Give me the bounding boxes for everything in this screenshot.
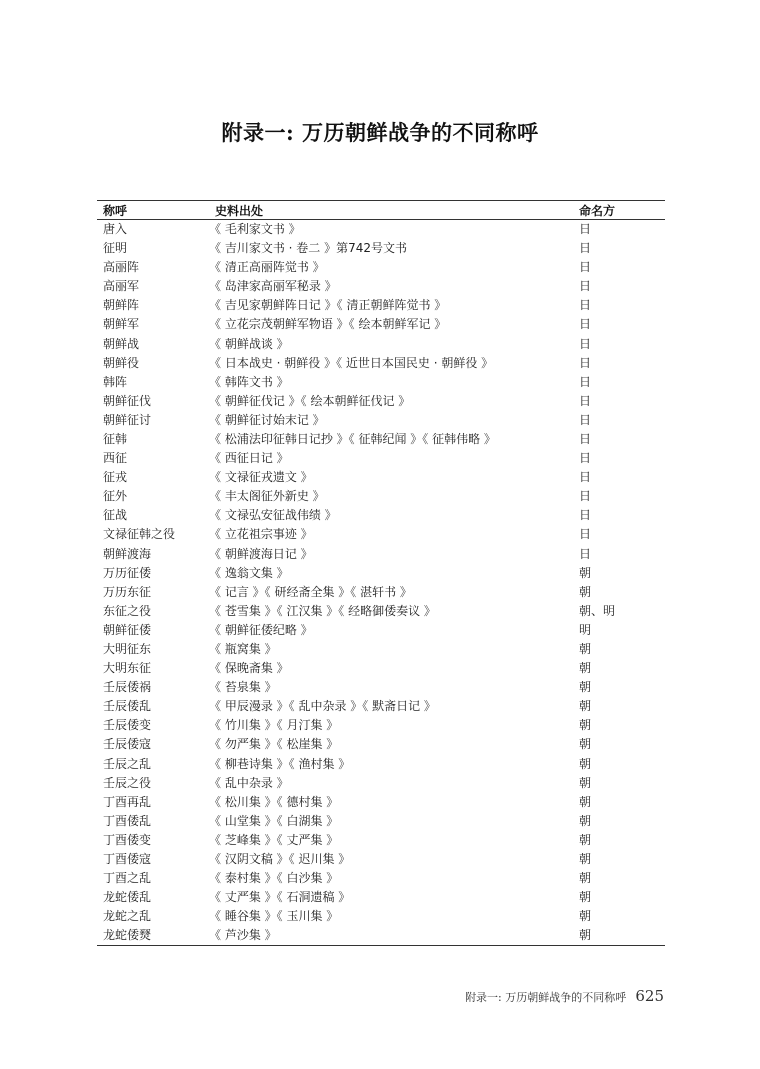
table-row <box>97 659 665 678</box>
table-row <box>97 487 665 506</box>
cell-source: 《 山堂集 》《 白湖集 》 <box>209 813 339 828</box>
table-row <box>97 678 665 697</box>
table-row <box>97 793 665 812</box>
cell-name: 朝鲜征讨 <box>103 412 152 427</box>
table-row <box>97 468 665 487</box>
cell-source: 《 毛利家文书 》 <box>209 222 301 236</box>
cell-name: 征戎 <box>103 470 128 485</box>
cell-naming-party: 日 <box>579 489 592 504</box>
cell-source: 《 西征日记 》 <box>209 451 289 466</box>
cell-name: 大明东征 <box>103 661 152 676</box>
table-row <box>97 621 665 640</box>
cell-naming-party: 日 <box>579 431 592 446</box>
cell-naming-party: 朝 <box>579 909 592 924</box>
cell-naming-party: 日 <box>579 546 592 561</box>
cell-naming-party: 日 <box>579 470 592 485</box>
cell-naming-party: 日 <box>579 374 592 389</box>
cell-source: 《 乱中杂录 》 <box>209 775 289 790</box>
cell-name: 朝鲜战 <box>103 336 140 351</box>
cell-source: 《 朝鲜征倭纪略 》 <box>209 622 313 637</box>
cell-source: 《 松川集 》《 德村集 》 <box>209 794 339 809</box>
cell-source: 《 立花宗茂朝鲜军物语 》《 绘本朝鲜军记 》 <box>209 317 447 332</box>
column-header-name: 称呼 <box>97 201 201 220</box>
cell-name: 韩阵 <box>103 374 128 389</box>
cell-name: 朝鲜阵 <box>103 298 140 313</box>
cell-name: 丁酉再乱 <box>103 794 152 809</box>
cell-naming-party: 朝 <box>579 832 592 847</box>
cell-name: 壬辰之役 <box>103 775 152 790</box>
cell-name: 征明 <box>103 241 128 256</box>
table-row <box>97 334 665 353</box>
table-row <box>97 888 665 907</box>
table-row <box>97 716 665 735</box>
cell-naming-party: 朝 <box>579 584 592 599</box>
cell-naming-party: 日 <box>579 527 592 542</box>
cell-name: 朝鲜渡海 <box>103 546 152 561</box>
cell-name: 龙蛇之乱 <box>103 909 152 924</box>
cell-source: 《 韩阵文书 》 <box>209 374 289 389</box>
cell-naming-party: 日 <box>579 241 592 256</box>
table-row <box>97 926 665 946</box>
cell-naming-party: 明 <box>579 622 592 637</box>
table-row <box>97 907 665 926</box>
cell-source: 《 日本战史 · 朝鲜役 》《 近世日本国民史 · 朝鲜役 》 <box>209 355 494 370</box>
table-row <box>97 774 665 793</box>
table-row <box>97 850 665 869</box>
cell-naming-party: 日 <box>579 355 592 370</box>
cell-source: 《 立花祖宗事迹 》 <box>209 527 313 542</box>
cell-name: 壬辰倭寇 <box>103 737 152 752</box>
table-row <box>97 354 665 373</box>
column-header-source: 史料出处 <box>201 201 573 220</box>
table-row <box>97 239 665 258</box>
cell-source: 《 苍雪集 》《 江汉集 》《 经略御倭奏议 》 <box>209 603 436 618</box>
cell-source: 《 苔泉集 》 <box>209 680 277 695</box>
table-row <box>97 430 665 449</box>
cell-source: 《 汉阴文稿 》《 迟川集 》 <box>209 852 351 867</box>
cell-source: 《 文禄征戎遗文 》 <box>209 470 313 485</box>
table-row <box>97 564 665 583</box>
cell-naming-party: 朝 <box>579 775 592 790</box>
cell-source: 《 逸翁文集 》 <box>209 565 289 580</box>
cell-naming-party: 朝 <box>579 871 592 886</box>
cell-naming-party: 日 <box>579 451 592 466</box>
table-row <box>97 525 665 544</box>
cell-source: 《 泰村集 》《 白沙集 》 <box>209 871 339 886</box>
cell-source: 《 记言 》《 研经斋全集 》《 湛轩书 》 <box>209 584 412 599</box>
table-row <box>97 449 665 468</box>
cell-source: 《 松浦法印征韩日记抄 》《 征韩纪闻 》《 征韩伟略 》 <box>209 431 496 446</box>
cell-source: 《 朝鲜征讨始末记 》 <box>209 412 325 427</box>
cell-source: 《 芝峰集 》《 丈严集 》 <box>209 832 339 847</box>
cell-naming-party: 日 <box>579 393 592 408</box>
table-row <box>97 277 665 296</box>
cell-source: 《 朝鲜征伐记 》《 绘本朝鲜征伐记 》 <box>209 393 411 408</box>
cell-source: 《 保晚斋集 》 <box>209 661 289 676</box>
cell-name: 丁酉倭寇 <box>103 852 152 867</box>
page-number: 625 <box>635 987 664 1005</box>
cell-source: 《 朝鲜战谈 》 <box>209 336 289 351</box>
cell-source: 《 吉见家朝鲜阵日记 》《 清正朝鲜阵觉书 》 <box>209 298 447 313</box>
cell-name: 龙蛇倭乱 <box>103 890 152 905</box>
cell-name: 丁酉倭乱 <box>103 813 152 828</box>
cell-name: 东征之役 <box>103 603 152 618</box>
table-row <box>97 392 665 411</box>
cell-naming-party: 朝 <box>579 661 592 676</box>
cell-name: 高丽阵 <box>103 260 140 275</box>
cell-name: 壬辰倭祸 <box>103 680 152 695</box>
cell-source: 《 丰太阁征外新史 》 <box>209 489 325 504</box>
cell-naming-party: 日 <box>579 298 592 313</box>
cell-naming-party: 日 <box>579 222 592 236</box>
cell-name: 万历征倭 <box>103 565 152 580</box>
cell-naming-party: 朝 <box>579 699 592 714</box>
cell-name: 征外 <box>103 489 128 504</box>
cell-source: 《 勿严集 》《 松崖集 》 <box>209 737 339 752</box>
table-row <box>97 411 665 430</box>
cell-name: 朝鲜征伐 <box>103 393 152 408</box>
cell-source: 《 甲辰漫录 》《 乱中杂录 》《 默斋日记 》 <box>209 699 436 714</box>
cell-naming-party: 日 <box>579 317 592 332</box>
table-body <box>97 220 665 946</box>
cell-name: 唐入 <box>103 222 128 236</box>
table-row <box>97 373 665 392</box>
cell-source: 《 竹川集 》《 月汀集 》 <box>209 718 339 733</box>
cell-naming-party: 日 <box>579 336 592 351</box>
cell-source: 《 芦沙集 》 <box>201 926 573 946</box>
cell-name: 朝鲜军 <box>103 317 140 332</box>
cell-name: 朝鲜役 <box>103 355 140 370</box>
appellations-table-container <box>97 200 665 946</box>
column-header-naming-party: 命名方 <box>573 201 665 220</box>
table-row <box>97 697 665 716</box>
cell-source: 《 吉川家文书 · 卷二 》第742号文书 <box>209 241 407 256</box>
cell-name: 壬辰倭乱 <box>103 699 152 714</box>
table-row <box>97 220 665 240</box>
cell-naming-party: 朝、明 <box>579 603 616 618</box>
table-row <box>97 640 665 659</box>
cell-name: 征战 <box>103 508 128 523</box>
cell-source: 《 清正高丽阵觉书 》 <box>209 260 325 275</box>
cell-name: 西征 <box>103 451 128 466</box>
table-header-row <box>97 201 665 220</box>
table-row <box>97 258 665 277</box>
cell-naming-party: 朝 <box>579 642 592 657</box>
cell-name: 大明征东 <box>103 642 152 657</box>
cell-name: 文禄征韩之役 <box>103 527 176 542</box>
cell-naming-party: 朝 <box>573 926 665 946</box>
table-row <box>97 583 665 602</box>
cell-name: 征韩 <box>103 431 128 446</box>
cell-naming-party: 日 <box>579 279 592 294</box>
cell-name: 丁酉之乱 <box>103 871 152 886</box>
table-row <box>97 735 665 754</box>
cell-naming-party: 朝 <box>579 756 592 771</box>
cell-naming-party: 朝 <box>579 813 592 828</box>
table-row <box>97 545 665 564</box>
cell-naming-party: 朝 <box>579 890 592 905</box>
cell-naming-party: 日 <box>579 508 592 523</box>
cell-name: 壬辰倭变 <box>103 718 152 733</box>
cell-name: 壬辰之乱 <box>103 756 152 771</box>
page-title: 附录一: 万历朝鲜战争的不同称呼 <box>221 120 539 145</box>
cell-naming-party: 日 <box>579 260 592 275</box>
page-footer <box>465 986 664 1005</box>
table-row <box>97 506 665 525</box>
cell-source: 《 睡谷集 》《 玉川集 》 <box>209 909 339 924</box>
appellations-table <box>97 200 665 946</box>
cell-naming-party: 朝 <box>579 680 592 695</box>
cell-source: 《 朝鲜渡海日记 》 <box>209 546 313 561</box>
cell-name: 龙蛇倭燹 <box>97 926 201 946</box>
cell-name: 丁酉倭变 <box>103 832 152 847</box>
cell-naming-party: 朝 <box>579 718 592 733</box>
cell-source: 《 岛津家高丽军秘录 》 <box>209 279 337 294</box>
table-row <box>97 812 665 831</box>
cell-naming-party: 朝 <box>579 565 592 580</box>
cell-naming-party: 朝 <box>579 794 592 809</box>
cell-source: 《 瓶窝集 》 <box>209 642 277 657</box>
cell-naming-party: 日 <box>579 412 592 427</box>
cell-source: 《 丈严集 》《 石洞遗稿 》 <box>209 890 351 905</box>
table-row <box>97 296 665 315</box>
cell-source: 《 文禄弘安征战伟绩 》 <box>209 508 337 523</box>
table-row <box>97 869 665 888</box>
table-row <box>97 315 665 334</box>
cell-naming-party: 朝 <box>579 852 592 867</box>
cell-name: 朝鲜征倭 <box>103 622 152 637</box>
cell-naming-party: 朝 <box>579 737 592 752</box>
table-row <box>97 755 665 774</box>
cell-name: 高丽军 <box>103 279 140 294</box>
cell-source: 《 柳巷诗集 》《 渔村集 》 <box>209 756 351 771</box>
cell-name: 万历东征 <box>103 584 152 599</box>
table-row <box>97 831 665 850</box>
running-header: 附录一: 万历朝鲜战争的不同称呼 <box>465 991 627 1004</box>
table-row <box>97 602 665 621</box>
